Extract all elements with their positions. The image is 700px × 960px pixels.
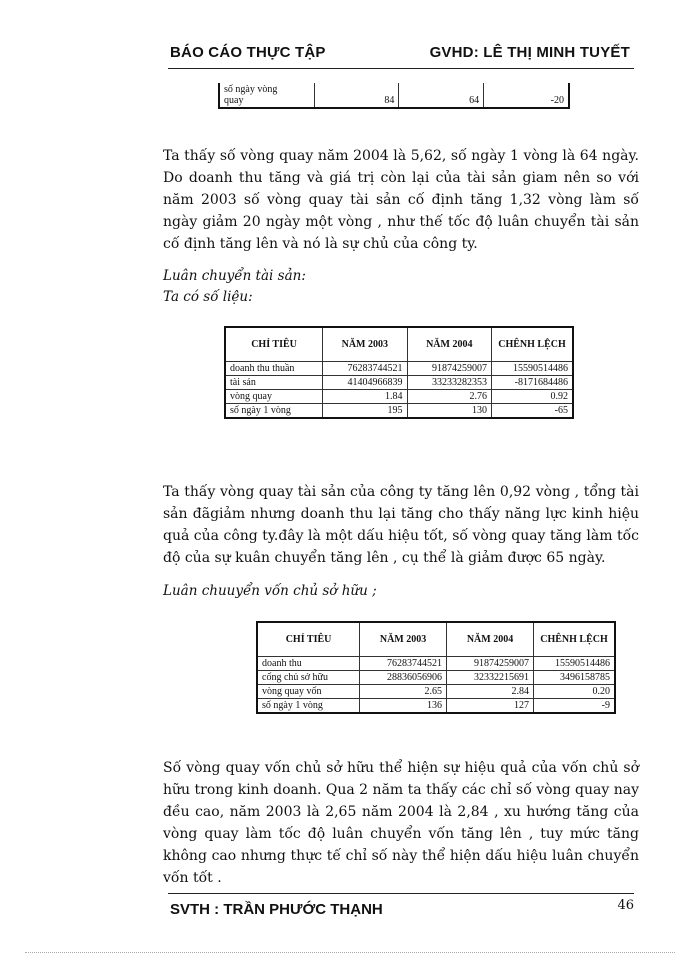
- cell: cống chủ sở hữu: [257, 670, 360, 684]
- cell: vòng quay vốn: [257, 684, 360, 698]
- page-edge-divider: [25, 952, 675, 953]
- section2-title: Luân chuuyển vốn chủ sở hữu ;: [163, 583, 377, 599]
- cell: 3496158785: [534, 670, 616, 684]
- cell: 2.76: [407, 389, 491, 403]
- fragment-label-line2: quay: [224, 95, 244, 106]
- fragment-diff: -20: [484, 83, 569, 108]
- footer-rule: [168, 893, 634, 894]
- cell: 0.92: [492, 389, 574, 403]
- cell: 91874259007: [447, 656, 534, 670]
- header-rule: [168, 68, 634, 69]
- footer-author: SVTH : TRẦN PHƯỚC THẠNH: [170, 901, 383, 918]
- paragraph-2: Ta thấy vòng quay tài sản của công ty tăng lên 0,92 vòng , tổng tài sản đãgiảm nhưng doanh thu lại tăng cho thấy năng lực kinh hiệu quả của công ty.đây là một dấu hiệu tốt, số vòng quay tăng làm tốc độ của sự kuân chuyển tăng lên , cụ thể là giảm được 65 ngày.: [163, 484, 639, 566]
- table-row: [257, 670, 615, 684]
- table-row: [225, 361, 573, 375]
- col-header-2004: NĂM 2004: [407, 327, 491, 361]
- cell: 130: [407, 403, 491, 418]
- table-fragment: [218, 83, 570, 109]
- col-header-2004: NĂM 2004: [447, 622, 534, 656]
- table-row: [257, 684, 615, 698]
- cell: 15590514486: [534, 656, 616, 670]
- cell: 2.84: [447, 684, 534, 698]
- header-title: BÁO CÁO THỰC TẬP: [170, 44, 326, 61]
- col-header-diff: CHÊNH LỆCH: [492, 327, 574, 361]
- col-header-indicator: CHỈ TIÊU: [257, 622, 360, 656]
- cell: 76283744521: [323, 361, 407, 375]
- cell: số ngày 1 vòng: [257, 698, 360, 713]
- table-row: [225, 403, 573, 418]
- col-header-diff: CHÊNH LỆCH: [534, 622, 616, 656]
- col-header-2003: NĂM 2003: [360, 622, 447, 656]
- fragment-2003: 84: [314, 83, 399, 108]
- col-header-indicator: CHỈ TIÊU: [225, 327, 323, 361]
- col-header-2003: NĂM 2003: [323, 327, 407, 361]
- fragment-label: [219, 83, 314, 108]
- cell: 136: [360, 698, 447, 713]
- cell: 91874259007: [407, 361, 491, 375]
- cell: 15590514486: [492, 361, 574, 375]
- paragraph-3: Số vòng quay vốn chủ sở hữu thể hiện sự hiệu quả của vốn chủ sở hữu trong kinh doanh. Qua 2 năm ta thấy các chỉ số vòng quay nay đều cao, năm 2003 là 2,65 năm 2004 là 2,84 , xu hướng tăng của vòng quay làm tốc độ luân chuyển vốn tăng lên , tuy mức tăng không cao nhưng thực tế chỉ số này thể hiện dấu hiệu luân chuyển vốn tốt .: [163, 760, 639, 886]
- cell: tài sản: [225, 375, 323, 389]
- cell: 41404966839: [323, 375, 407, 389]
- table-header-row: [257, 622, 615, 656]
- table-equity-turnover: [256, 621, 616, 714]
- cell: 195: [323, 403, 407, 418]
- table-row: [257, 656, 615, 670]
- cell: 0.20: [534, 684, 616, 698]
- cell: vòng quay: [225, 389, 323, 403]
- cell: 32332215691: [447, 670, 534, 684]
- fragment-2004: 64: [399, 83, 484, 108]
- page-number: 46: [617, 898, 634, 913]
- table-row: [225, 389, 573, 403]
- section1-subtitle: Ta có số liệu:: [163, 289, 253, 305]
- cell: -8171684486: [492, 375, 574, 389]
- cell: 2.65: [360, 684, 447, 698]
- header-instructor: GVHD: LÊ THỊ MINH TUYẾT: [429, 44, 630, 61]
- table-header-row: [225, 327, 573, 361]
- cell: -65: [492, 403, 574, 418]
- cell: 33233282353: [407, 375, 491, 389]
- cell: 76283744521: [360, 656, 447, 670]
- cell: số ngày 1 vòng: [225, 403, 323, 418]
- table-row: [225, 375, 573, 389]
- cell: doanh thu: [257, 656, 360, 670]
- cell: 28836056906: [360, 670, 447, 684]
- table-row: [219, 83, 569, 108]
- fragment-label-line1: số ngày vòng: [224, 84, 278, 95]
- cell: 1.84: [323, 389, 407, 403]
- paragraph-1: Ta thấy số vòng quay năm 2004 là 5,62, số ngày 1 vòng là 64 ngày. Do doanh thu tăng và giá trị còn lại của tài sản giam nên so với năm 2003 số vòng quay tài sản cố định tăng 1,32 vòng làm số ngày giảm 20 ngày một vòng , như thế tốc độ luân chuyển tài sản cố định tăng lên và nó là sự chủ của công ty.: [163, 148, 639, 252]
- cell: 127: [447, 698, 534, 713]
- cell: doanh thu thuần: [225, 361, 323, 375]
- table-row: [257, 698, 615, 713]
- section1-title: Luân chuyển tài sản:: [163, 268, 306, 284]
- table-asset-turnover: [224, 326, 574, 419]
- cell: -9: [534, 698, 616, 713]
